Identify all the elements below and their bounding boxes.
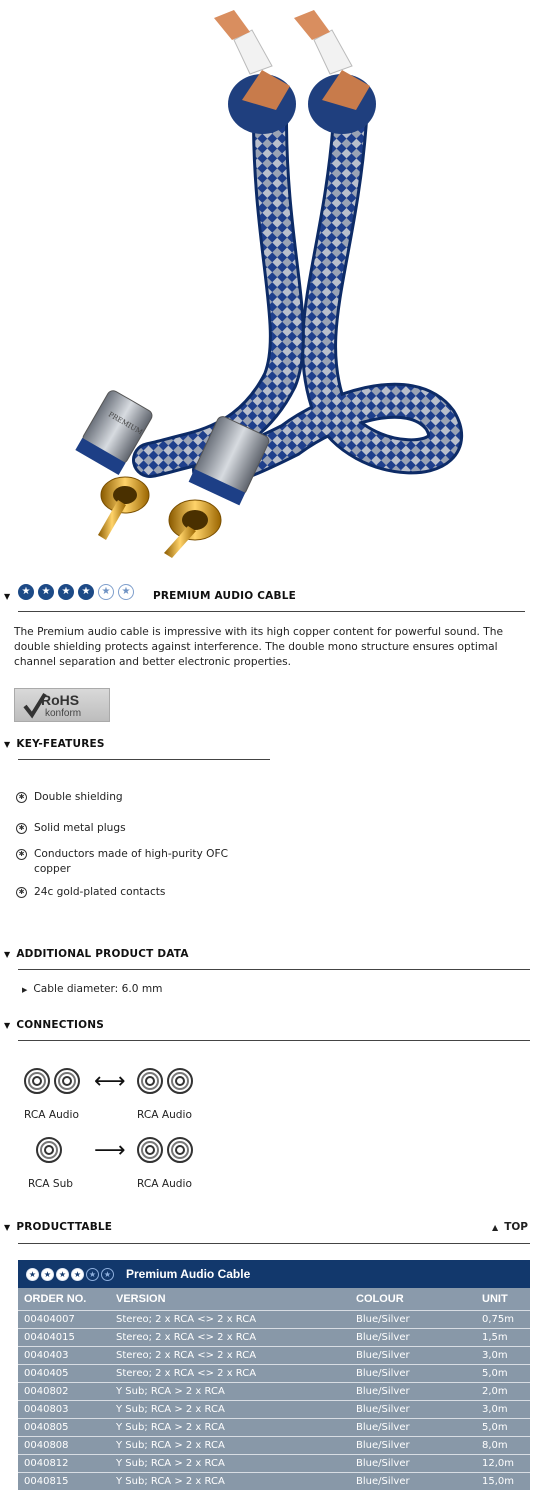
table-cell: 0040403: [18, 1347, 110, 1365]
star-filled-icon: ★: [58, 584, 74, 600]
table-row[interactable]: [18, 1473, 530, 1491]
table-cell: 0040803: [18, 1401, 110, 1419]
bullet-star-icon: ✱: [16, 823, 27, 834]
column-header: ORDER NO.: [18, 1288, 110, 1311]
star-filled-icon: ★: [26, 1268, 39, 1281]
table-row[interactable]: [18, 1311, 530, 1329]
table-cell: 5,0m: [476, 1365, 530, 1383]
table-cell: Blue/Silver: [350, 1401, 476, 1419]
table-cell: Blue/Silver: [350, 1473, 476, 1491]
feature-text: Solid metal plugs: [34, 822, 126, 834]
table-cell: 0,75m: [476, 1311, 530, 1329]
table-cell: Y Sub; RCA > 2 x RCA: [110, 1437, 350, 1455]
connections-heading[interactable]: [4, 1019, 104, 1031]
list-item: [16, 821, 126, 836]
table-cell: Y Sub; RCA > 2 x RCA: [110, 1455, 350, 1473]
table-cell: 15,0m: [476, 1473, 530, 1491]
rca-jack-icon: [54, 1068, 80, 1094]
table-cell: Y Sub; RCA > 2 x RCA: [110, 1473, 350, 1491]
star-filled-icon: ★: [56, 1268, 69, 1281]
connection-right-label: RCA Audio: [137, 1178, 192, 1190]
table-cell: 0040802: [18, 1383, 110, 1401]
product-title-row: [4, 590, 16, 602]
connection-left-label: RCA Audio: [24, 1109, 79, 1121]
table-cell: 1,5m: [476, 1329, 530, 1347]
producttable-heading[interactable]: [4, 1221, 112, 1233]
rohs-label: RoHS: [41, 692, 80, 708]
key-features-heading[interactable]: [4, 738, 105, 750]
rohs-badge: [14, 688, 110, 722]
table-cell: Stereo; 2 x RCA <> 2 x RCA: [110, 1329, 350, 1347]
data-item-text: Cable diameter: 6.0 mm: [33, 983, 163, 995]
table-cell: Blue/Silver: [350, 1311, 476, 1329]
table-cell: Stereo; 2 x RCA <> 2 x RCA: [110, 1347, 350, 1365]
table-row[interactable]: [18, 1383, 530, 1401]
table-cell: 0040808: [18, 1437, 110, 1455]
star-empty-icon: ★: [101, 1268, 114, 1281]
list-item: [16, 847, 246, 877]
plug-label: PREMIUM: [106, 410, 144, 437]
table-row[interactable]: [18, 1437, 530, 1455]
collapse-arrow-icon: ▼: [4, 740, 11, 749]
table-cell: Blue/Silver: [350, 1329, 476, 1347]
rca-jack-icon: [36, 1137, 62, 1163]
star-empty-icon: ★: [118, 584, 134, 600]
table-cell: Blue/Silver: [350, 1383, 476, 1401]
divider: [18, 759, 270, 760]
table-cell: 0040805: [18, 1419, 110, 1437]
star-filled-icon: ★: [78, 584, 94, 600]
table-cell: 00404015: [18, 1329, 110, 1347]
rohs-sublabel: konform: [45, 708, 82, 719]
star-empty-icon: ★: [86, 1268, 99, 1281]
star-empty-icon: ★: [98, 584, 114, 600]
rating-stars: [26, 1268, 114, 1281]
collapse-arrow-icon: ▼: [4, 950, 11, 959]
star-filled-icon: ★: [41, 1268, 54, 1281]
column-header: UNIT: [476, 1288, 530, 1311]
divider: [18, 611, 525, 612]
product-table: [18, 1260, 530, 1490]
table-cell: 3,0m: [476, 1347, 530, 1365]
bidirectional-arrow-icon: ⟷: [94, 1069, 126, 1094]
connections-heading-label: CONNECTIONS: [16, 1019, 104, 1031]
bullet-star-icon: ✱: [16, 792, 27, 803]
divider: [18, 969, 530, 970]
collapse-arrow-icon: ▼: [4, 1021, 11, 1030]
feature-text: 24c gold-plated contacts: [34, 886, 166, 898]
additional-data-heading[interactable]: [4, 948, 189, 960]
table-cell: 0040405: [18, 1365, 110, 1383]
additional-data-heading-label: ADDITIONAL PRODUCT DATA: [16, 948, 189, 960]
product-table-title: Premium Audio Cable: [126, 1267, 251, 1281]
table-cell: Y Sub; RCA > 2 x RCA: [110, 1419, 350, 1437]
producttable-heading-label: PRODUCTTABLE: [16, 1221, 113, 1233]
table-cell: 0040812: [18, 1455, 110, 1473]
bullet-star-icon: ✱: [16, 887, 27, 898]
table-cell: Stereo; 2 x RCA <> 2 x RCA: [110, 1311, 350, 1329]
collapse-arrow-icon: ▼: [4, 1223, 11, 1232]
rca-jack-icon: [24, 1068, 50, 1094]
star-filled-icon: ★: [38, 584, 54, 600]
list-item: [16, 790, 123, 805]
star-filled-icon: ★: [71, 1268, 84, 1281]
key-features-heading-label: KEY-FEATURES: [16, 738, 105, 750]
table-cell: 8,0m: [476, 1437, 530, 1455]
connection-right-label: RCA Audio: [137, 1109, 192, 1121]
top-link-label: TOP: [504, 1221, 528, 1233]
rca-jack-icon: [167, 1068, 193, 1094]
column-header: VERSION: [110, 1288, 350, 1311]
bullet-star-icon: ✱: [16, 849, 27, 860]
product-title: PREMIUM AUDIO CABLE: [153, 590, 296, 602]
table-row[interactable]: [18, 1455, 530, 1473]
star-filled-icon: ★: [18, 584, 34, 600]
table-cell: Blue/Silver: [350, 1419, 476, 1437]
table-cell: 00404007: [18, 1311, 110, 1329]
product-image: [0, 0, 550, 570]
bullet-arrow-icon: ▶: [22, 986, 28, 994]
feature-text: Conductors made of high-purity OFC copper: [34, 848, 229, 875]
table-row[interactable]: [18, 1329, 530, 1347]
rca-jack-icon: [137, 1137, 163, 1163]
connection-left-label: RCA Sub: [28, 1178, 74, 1190]
table-row[interactable]: [18, 1401, 530, 1419]
divider: [18, 1243, 530, 1244]
collapse-arrow-icon[interactable]: ▼: [4, 592, 11, 601]
table-cell: 3,0m: [476, 1401, 530, 1419]
up-arrow-icon: ▲: [492, 1223, 499, 1232]
table-cell: Y Sub; RCA > 2 x RCA: [110, 1383, 350, 1401]
divider: [18, 1040, 530, 1041]
product-table-title-bar: [18, 1260, 530, 1288]
table-row[interactable]: [18, 1419, 530, 1437]
table-row[interactable]: [18, 1365, 530, 1383]
table-cell: 2,0m: [476, 1383, 530, 1401]
table-header-row: [18, 1288, 530, 1311]
table-cell: Stereo; 2 x RCA <> 2 x RCA: [110, 1365, 350, 1383]
table-cell: Blue/Silver: [350, 1455, 476, 1473]
rating-stars: [18, 584, 134, 600]
feature-text: Double shielding: [34, 791, 123, 803]
product-description: The Premium audio cable is impressive with its high copper content for powerful sound. The double shielding protects against interference. The double mono structure ensures optimal channel separation and better electronic properties.: [14, 626, 503, 668]
table-cell: Y Sub; RCA > 2 x RCA: [110, 1401, 350, 1419]
table-cell: 5,0m: [476, 1419, 530, 1437]
right-arrow-icon: ⟶: [94, 1138, 126, 1163]
top-link[interactable]: [492, 1221, 528, 1233]
table-cell: Blue/Silver: [350, 1437, 476, 1455]
table-cell: 12,0m: [476, 1455, 530, 1473]
rca-jack-icon: [137, 1068, 163, 1094]
table-cell: Blue/Silver: [350, 1365, 476, 1383]
table-row[interactable]: [18, 1347, 530, 1365]
table-cell: 0040815: [18, 1473, 110, 1491]
list-item: [16, 885, 165, 900]
table-cell: Blue/Silver: [350, 1347, 476, 1365]
rca-jack-icon: [167, 1137, 193, 1163]
list-item: [22, 983, 162, 995]
column-header: COLOUR: [350, 1288, 476, 1311]
